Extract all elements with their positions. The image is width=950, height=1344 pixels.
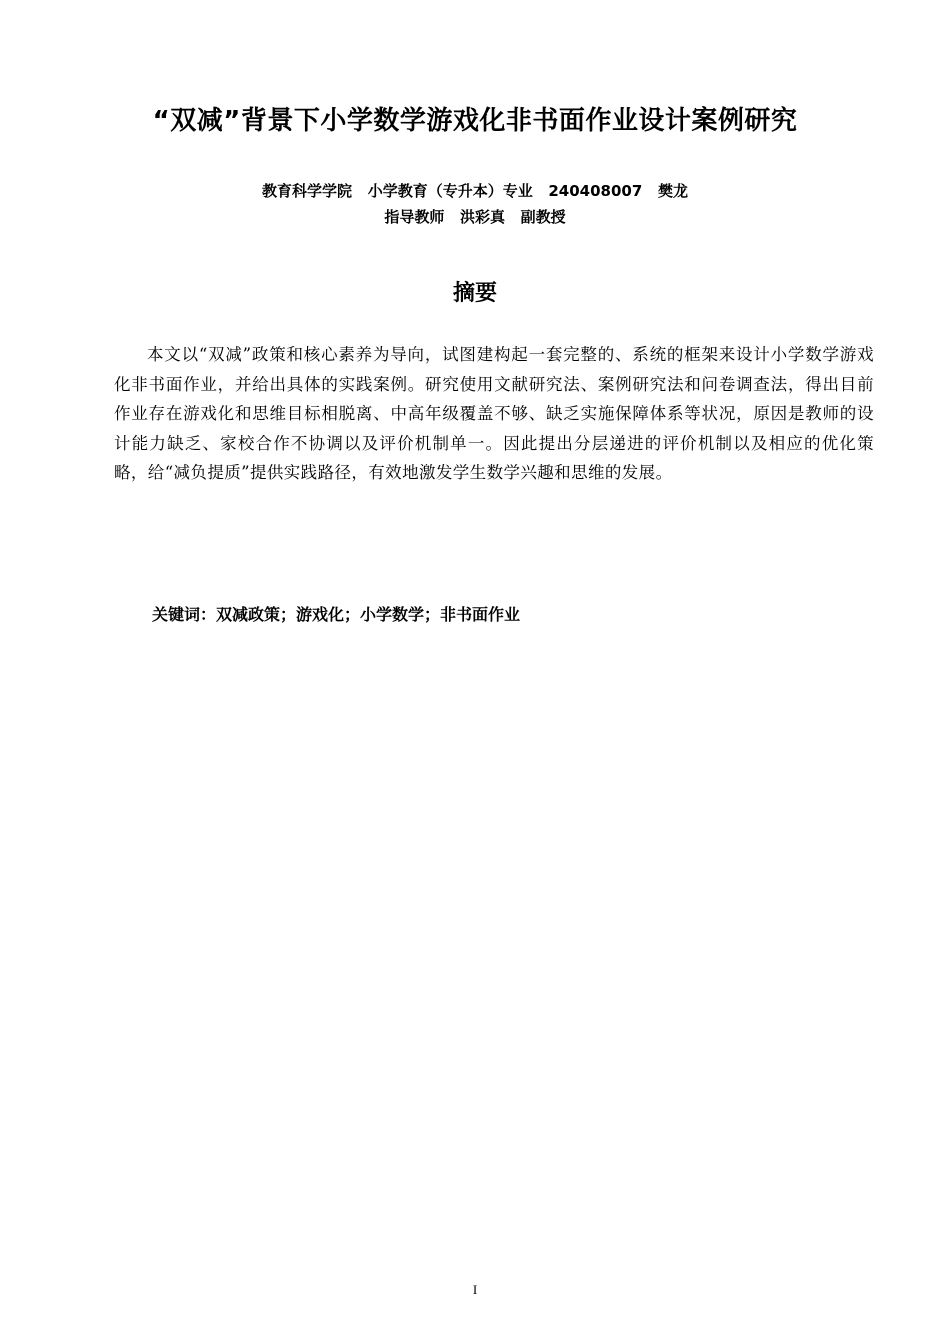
- advisor-info: 指导教师 洪彩真 副教授: [384, 208, 566, 226]
- author-info: 教育科学学院 小学教育（专升本）专业 240408007 樊龙: [262, 182, 688, 200]
- abstract-body: 本文以“双减”政策和核心素养为导向，试图建构起一套完整的、系统的框架来设计小学数学游戏化非书面作业，并给出具体的实践案例。研究使用文献研究法、案例研究法和问卷调查法，得出目前作业存在游戏化和思维目标相脱离、中高年级覆盖不够、缺乏实施保障体系等状况，原因是教师的设计能力缺乏、家校合作不协调以及评价机制单一。因此提出分层递进的评价机制以及相应的优化策略，给“减负提质”提供实践路径，有效地激发学生数学兴趣和思维的发展。: [114, 345, 874, 482]
- abstract-heading: 摘要: [452, 281, 497, 306]
- paper-title: “双减”背景下小学数学游戏化非书面作业设计案例研究: [152, 106, 798, 136]
- page-number: I: [472, 1282, 478, 1297]
- keywords: 关键词：双减政策；游戏化；小学数学；非书面作业: [152, 605, 521, 624]
